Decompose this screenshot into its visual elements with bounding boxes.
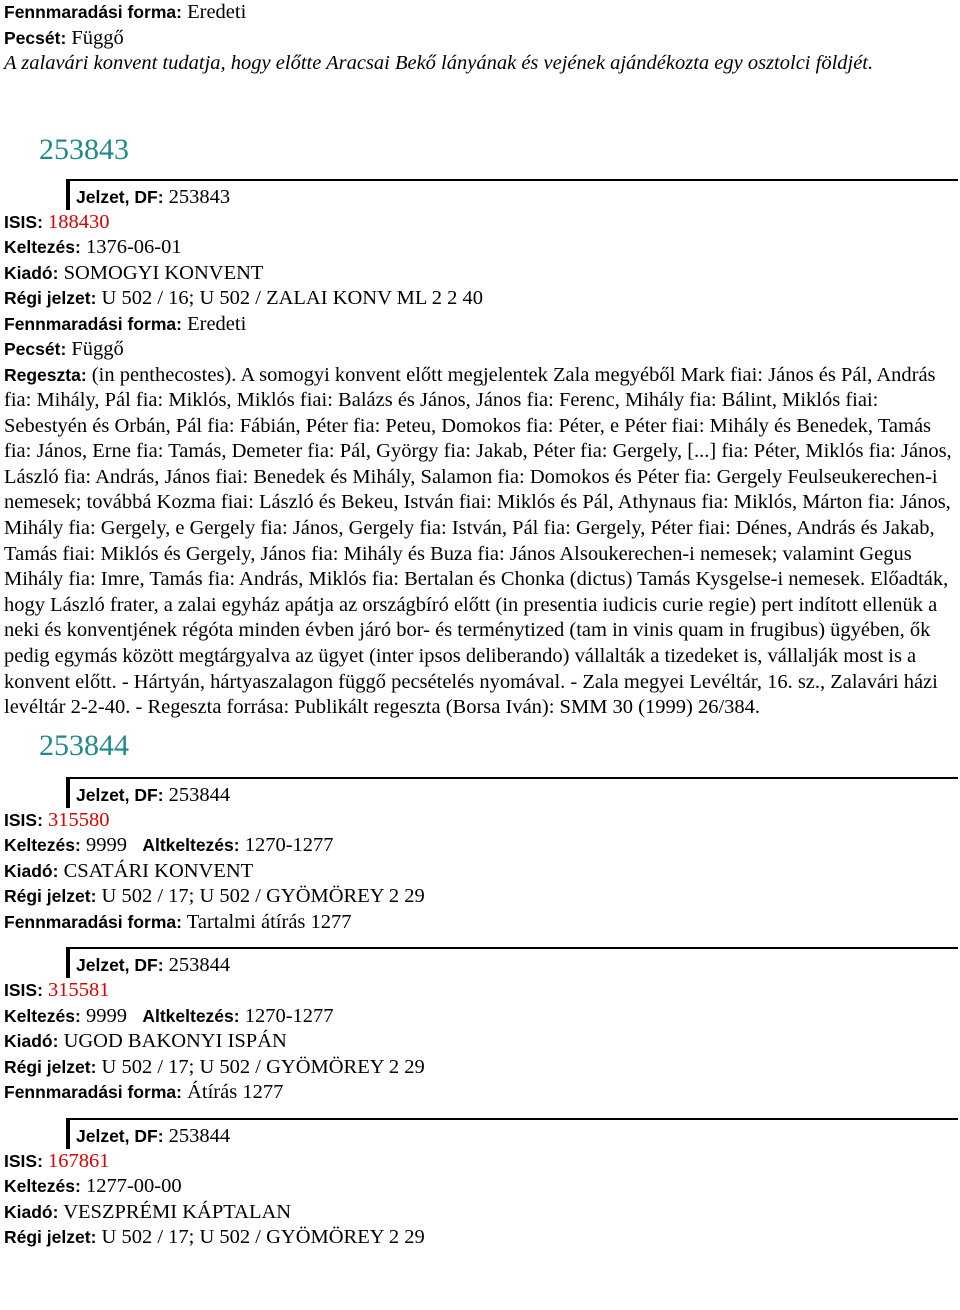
- field-label: Kiadó: [4, 262, 53, 283]
- field-value: 253844: [168, 1124, 231, 1147]
- isis-value: 188430: [48, 210, 110, 233]
- field-value: 1277-00-00: [85, 1175, 182, 1198]
- field-label: Keltezés: [4, 835, 76, 856]
- isis-row: ISIS: 315580: [4, 808, 110, 831]
- regeszta-text: (in penthecostes). A somogyi konvent előtt megjelentek Zala megyéből Mark fiai: János és Pál, András fia: Mihály, Pál fia: Miklós, Miklós fiai: Balázs és János, János fia: Ferenc, Mihály fia: Bálint, Miklós fiai: Sebestyén és Orbán, Pál fia: Fábián, Péter fia: Peteu, Domokos fia: Péter, e Péter fiai: Mihály és Benedek, Tamás fia: János, Erne fia: Tamás, Demeter fia: Pál, György fia: Jakab, Péter fia: Gergely, [...] fia: Péter, Miklós fia: János, László fia: András, János fiai: Benedek és Mihály, Salamon fia: Domokos és Péter fia: Gergely Feulseukerechen-i nemesek; továbbá Kozma fiai: László és Bekeu, István fiai: Miklós és Pál, Athynaus fia: Miklós, Márton fia: János, Mihály fia: Gergely, e Gergely fia: János, Gergely fia: István, Pál fia: Gergely, Péter fiai: Dénes, András és Jakab, Tamás fiai: Miklós és Gergely, János fia: Mihály és Buza fia: János Alsoukerechen-i nemesek; valamint Gegus Mihály fia: Imre, Tamás fia: András, Miklós fia: Bertalan és Chonka (dictus) Tamás Kysgelse-i nemesek. Előadták, hogy László frater, a zalai egyház apátja az országbíró előtt (in presentia iudicis curie regie) pert indított ellenük a neki és konventjének régóta minden évben járó bor- és terménytized (tam in vinis quam in frugibus) ügyében, ők pedig egymás között megtárgyalva az ügyet (inter ipsos deliberando) vállalták a tizedeket is, vállalják most is a konvent előtt. - Hártyán, hártyaszalagon függő pecsételés nyomával. - Zala megyei Levéltár, 16. sz., Zalavári házi levéltár 2-2-40. - Regeszta forrása: Publikált regeszta (Borsa Iván): SMM 30 (1999) 26/384.: [4, 363, 952, 719]
- jelzet-rule: [70, 1118, 958, 1120]
- field-value: CSATÁRI KONVENT: [63, 859, 254, 882]
- field-value: Átírás 1277: [187, 1081, 284, 1104]
- field-value: Függő: [71, 338, 124, 360]
- kiado-row: Kiadó: CSATÁRI KONVENT: [4, 859, 254, 882]
- field-label: Régi jelzet: [4, 1056, 91, 1077]
- isis-value: 167861: [48, 1149, 110, 1172]
- field-label: ISIS: [4, 211, 38, 232]
- field-label: Régi jelzet: [4, 288, 91, 308]
- field-value: VESZPRÉMI KÁPTALAN: [63, 1200, 292, 1223]
- regi-jelzet-row: Régi jelzet: U 502 / 17; U 502 / GYÖMÖREY 2 29: [4, 885, 425, 908]
- regeszta-paragraph: Regeszta: (in penthecostes). A somogyi konvent előtt megjelentek Zala megyéből Mark fiai: János és Pál, András fia: Mihály, Pál fia: Miklós, Miklós fiai: Balázs és János, János fia: Ferenc, Mihály fia: Bálint, Miklós fiai: Sebestyén és Orbán, Pál fia: Fábián, Péter fia: Peteu, Domokos fia: Péter, e Péter fiai: Mihály és Benedek, Tamás fia: János, Erne fia: Tamás, Demeter fia: Pál, György fia: Jakab, Péter fia: Gergely, [...] fia: Péter, Miklós fia: János, László fia: András, János fiai: Benedek és Mihály, Salamon fia: Domokos és Péter fia: Gergely Feulseukerechen-i nemesek; továbbá Kozma fiai: László és Bekeu, István fiai: Miklós és Pál, Athynaus fia: Miklós, Márton fia: János, Mihály fia: Gergely, e Gergely fia: János, Gergely fia: István, Pál fia: Gergely, Péter fiai: Dénes, András és Jakab, Tamás fiai: Miklós és Gergely, János fia: Mihály és Buza fia: János Alsoukerechen-i nemesek; valamint Gegus Mihály fia: Imre, Tamás fia: András, Miklós fia: Bertalan és Chonka (dictus) Tamás Kysgelse-i nemesek. Előadták, hogy László frater, a zalai egyház apátja az országbíró előtt (in presentia iudicis curie regie) pert indított ellenük a neki és konventjének régóta minden évben járó bor- és terménytized (tam in vinis quam in frugibus) ügyében, ők pedig egymás között megtárgyalva az ügyet (inter ipsos deliberando) vállalták a tizedeket is, vállalják most is a konvent előtt. - Hártyán, hártyaszalagon függő pecsételés nyomával. - Zala megyei Levéltár, 16. sz., Zalavári házi levéltár 2-2-40. - Regeszta forrása: Publikált regeszta (Borsa Iván): SMM 30 (1999) 26/384.: [4, 363, 952, 719]
- kiado-row: Kiadó: SOMOGYI KONVENT: [4, 261, 264, 284]
- keltezes-row: Keltezés: 9999 Altkeltezés: 1270-1277: [4, 834, 334, 857]
- record-heading: 253844: [39, 728, 129, 762]
- field-value: Eredeti: [187, 312, 247, 335]
- field-label: Pecsét: [4, 339, 61, 359]
- field-label: Kiadó: [4, 1031, 53, 1052]
- field-value: SOMOGYI KONVENT: [63, 261, 264, 284]
- field-label: Regeszta: [4, 364, 81, 385]
- fennmaradasi-row: Fennmaradási forma: Tartalmi átírás 1277: [4, 910, 352, 933]
- jelzet-rule: [70, 947, 958, 949]
- top-summary: A zalavári konvent tudatja, hogy előtte Aracsai Bekő lányának és vejének ajándékozta egy osztolci földjét.: [4, 52, 874, 74]
- field-label: Kiadó: [4, 860, 53, 881]
- jelzet-bar: [66, 1118, 70, 1149]
- top-fennmaradasi-row: Fennmaradási forma: Eredeti: [4, 1, 247, 23]
- kiado-row: Kiadó: UGOD BAKONYI ISPÁN: [4, 1030, 287, 1053]
- field-label: Pecsét: [4, 27, 61, 48]
- regi-jelzet-row: Régi jelzet: U 502 / 17; U 502 / GYÖMÖREY 2 29: [4, 1226, 425, 1249]
- field-value: UGOD BAKONYI ISPÁN: [63, 1030, 287, 1053]
- isis-value: 315581: [48, 979, 110, 1002]
- isis-row: ISIS: 167861: [4, 1149, 110, 1172]
- jelzet-row: Jelzet, DF: 253844: [66, 783, 954, 808]
- field-label: Fennmaradási forma: [4, 1082, 177, 1103]
- fennmaradasi-row: Fennmaradási forma: Eredeti: [4, 312, 247, 335]
- field-value: Eredeti: [187, 1, 247, 23]
- isis-value: 315580: [48, 808, 110, 831]
- field-value: 1376-06-01: [85, 236, 182, 258]
- field-value: U 502 / 17; U 502 / GYÖMÖREY 2 29: [101, 1226, 425, 1249]
- keltezes-row: Keltezés: 9999 Altkeltezés: 1270-1277: [4, 1004, 334, 1027]
- field-value: 253843: [168, 185, 231, 208]
- jelzet-row: Jelzet, DF: 253843: [66, 185, 954, 210]
- keltezes-row: Keltezés: 1376-06-01: [4, 236, 182, 258]
- record-heading: 253843: [39, 132, 129, 166]
- regi-jelzet-row: Régi jelzet: U 502 / 16; U 502 / ZALAI KONV ML 2 2 40: [4, 287, 484, 309]
- jelzet-rule: [70, 777, 958, 779]
- field-value: U 502 / 17; U 502 / GYÖMÖREY 2 29: [101, 1055, 425, 1078]
- regi-jelzet-row: Régi jelzet: U 502 / 17; U 502 / GYÖMÖREY 2 29: [4, 1055, 425, 1078]
- field-value: U 502 / 16; U 502 / ZALAI KONV ML 2 2 40: [101, 287, 484, 309]
- fennmaradasi-row: Fennmaradási forma: Átírás 1277: [4, 1081, 284, 1104]
- field-value: 253844: [168, 783, 231, 806]
- field-label: Régi jelzet: [4, 886, 91, 907]
- jelzet-row: Jelzet, DF: 253844: [66, 953, 954, 978]
- field-label: Altkeltezés: [142, 835, 234, 856]
- field-label: Keltezés: [4, 1005, 76, 1026]
- field-label: ISIS: [4, 980, 38, 1001]
- jelzet-row: Jelzet, DF: 253844: [66, 1124, 954, 1149]
- field-value: 9999: [85, 834, 127, 857]
- field-label: Jelzet, DF: [76, 784, 158, 805]
- field-label: Fennmaradási forma: [4, 911, 177, 932]
- field-label: Jelzet, DF: [76, 186, 158, 207]
- keltezes-row: Keltezés: 1277-00-00: [4, 1175, 182, 1198]
- field-value: 9999: [85, 1004, 127, 1027]
- field-label: Keltezés: [4, 237, 76, 257]
- jelzet-bar: [66, 777, 70, 808]
- pecset-row: Pecsét: Függő: [4, 338, 124, 360]
- field-value: U 502 / 17; U 502 / GYÖMÖREY 2 29: [101, 885, 425, 908]
- field-label: Jelzet, DF: [76, 1125, 158, 1146]
- document-page: [4, 0, 954, 1251]
- field-label: Régi jelzet: [4, 1227, 91, 1248]
- top-pecset-row: Pecsét: Függő: [4, 26, 124, 49]
- field-label: Keltezés: [4, 1176, 76, 1197]
- isis-row: ISIS: 188430: [4, 210, 110, 233]
- field-label: Kiadó: [4, 1201, 53, 1222]
- field-value: 253844: [168, 954, 231, 977]
- isis-row: ISIS: 315581: [4, 979, 110, 1002]
- jelzet-rule: [70, 179, 958, 181]
- field-label: Fennmaradási forma: [4, 313, 177, 334]
- jelzet-bar: [66, 179, 70, 210]
- field-label: ISIS: [4, 1150, 38, 1171]
- jelzet-bar: [66, 947, 70, 978]
- field-value: Függő: [71, 26, 124, 49]
- field-value: Tartalmi átírás 1277: [186, 910, 352, 933]
- field-label: ISIS: [4, 809, 38, 830]
- field-value: 1270-1277: [244, 1004, 334, 1027]
- field-label: Jelzet, DF: [76, 955, 158, 976]
- field-label: Fennmaradási forma: [4, 2, 177, 22]
- field-label: Altkeltezés: [142, 1005, 234, 1026]
- field-value: 1270-1277: [244, 834, 334, 857]
- kiado-row: Kiadó: VESZPRÉMI KÁPTALAN: [4, 1200, 292, 1223]
